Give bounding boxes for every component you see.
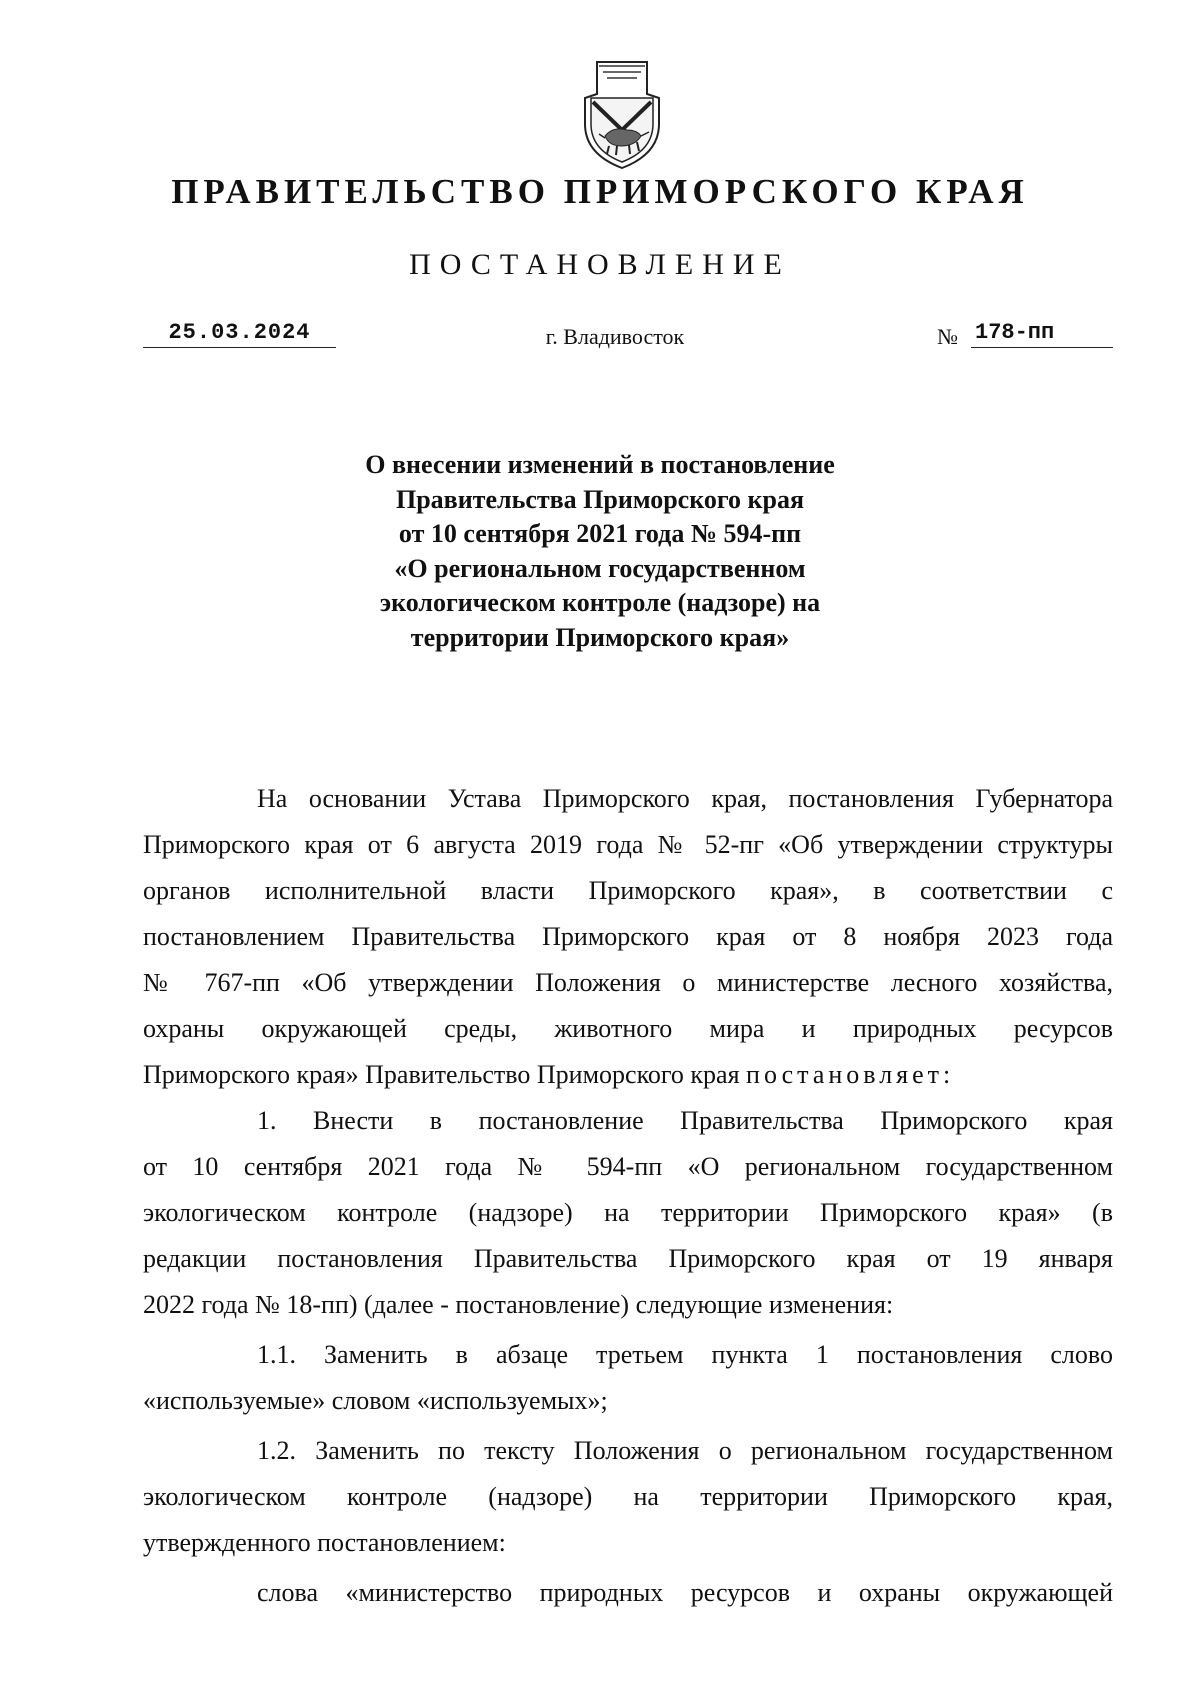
preamble-line: органов исполнительной власти Приморского края», в соответствии с: [143, 876, 1113, 905]
item-1-line: от 10 сентября 2021 года № 594-пп «О региональном государственном: [143, 1152, 1113, 1181]
document-date: 25.03.2024: [143, 320, 336, 348]
document-subject: [200, 448, 1000, 655]
document-body: [143, 776, 1113, 1616]
document-city: г. Владивосток: [545, 324, 685, 349]
decree-word: постановляет: [746, 1060, 944, 1089]
preamble-line: постановлением Правительства Приморского края от 8 ноября 2023 года: [143, 922, 1113, 951]
words-line: слова «министерство природных ресурсов и охраны окружающей: [257, 1578, 1113, 1607]
document-number-field: [937, 320, 1113, 352]
subject-line: Правительства Приморского края: [395, 484, 805, 514]
subject-line: экологическом контроле (надзоре) на: [379, 588, 821, 617]
document-number: 178-пп: [971, 320, 1113, 348]
organization-title: ПРАВИТЕЛЬСТВО ПРИМОРСКОГО КРАЯ: [171, 172, 1029, 211]
primorsky-krai-coat-of-arms-icon: [577, 54, 667, 174]
item-1-1-line: 1.1. Заменить в абзаце третьем пункта 1 постановления слово: [257, 1340, 1113, 1369]
item-1-2-line: экологическом контроле (надзоре) на территории Приморского края,: [143, 1482, 1113, 1511]
number-sign: №: [937, 324, 958, 349]
preamble-line: Приморского края от 6 августа 2019 года № 52-пг «Об утверждении структуры: [143, 830, 1113, 859]
preamble-last-line: [143, 1052, 1113, 1098]
item-1-line: редакции постановления Правительства Приморского края от 19 января: [143, 1244, 1113, 1273]
subject-line: от 10 сентября 2021 года № 594-пп: [398, 519, 802, 548]
document-type: ПОСТАНОВЛЕНИЕ: [409, 248, 791, 281]
item-1-line: 2022 года № 18-пп) (далее - постановление) следующие изменения:: [143, 1290, 894, 1319]
preamble-line: охраны окружающей среды, животного мира и природных ресурсов: [143, 1014, 1113, 1043]
item-1-line: экологическом контроле (надзоре) на территории Приморского края» (в: [143, 1198, 1113, 1227]
preamble-line: На основании Устава Приморского края, постановления Губернатора: [257, 784, 1113, 813]
preamble-last-text: Приморского края» Правительство Приморского края: [143, 1060, 747, 1089]
decree-colon: :: [943, 1060, 951, 1089]
subject-line: территории Приморского края»: [410, 622, 790, 652]
item-1-2-line: 1.2. Заменить по тексту Положения о региональном государственном: [257, 1436, 1113, 1465]
item-1-1-line: «используемые» словом «используемых»;: [143, 1386, 608, 1415]
item-1-2-line: утвержденного постановлением:: [143, 1528, 506, 1557]
subject-line: «О региональном государственном: [394, 553, 806, 583]
item-1-line: 1. Внести в постановление Правительства Приморского края: [257, 1106, 1113, 1135]
preamble-line: № 767-пп «Об утверждении Положения о министерстве лесного хозяйства,: [143, 968, 1113, 997]
subject-line: О внесении изменений в постановление: [365, 450, 835, 479]
